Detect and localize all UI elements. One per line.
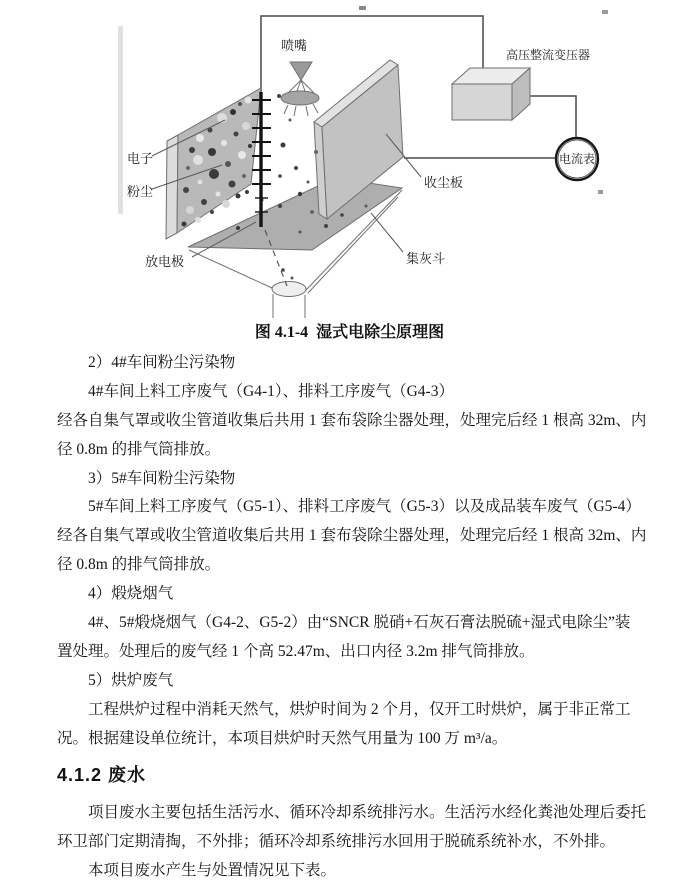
text-line: 径 0.8m 的排气筒排放。 — [57, 556, 221, 574]
collecting-plate-label: 收尘板 — [424, 175, 464, 190]
hv-transformer — [452, 68, 530, 120]
text-line: 工程烘炉过程中消耗天然气，烘炉时间为 2 个月，仅开工时烘炉，属于非正常工 — [88, 700, 631, 718]
text-line: 况。根据建设单位统计，本项目烘炉时天然气用量为 100 万 m³/a。 — [57, 729, 508, 747]
text-line: 5）烘炉废气 — [88, 671, 174, 689]
text-line: 项目废水主要包括生活污水、循环冷却系统排污水。生活污水经化粪池处理后委托 — [88, 804, 647, 822]
ammeter-label: 电流表 — [558, 152, 596, 166]
text-line: 4#车间上料工序废气（G4-1）、排料工序废气（G4-3） — [88, 382, 454, 400]
ash-hopper-label: 集灰斗 — [406, 251, 446, 266]
text-line: 径 0.8m 的排气筒排放。 — [57, 440, 221, 458]
text-line: 环卫部门定期清掏，不外排；循环冷却系统排污水回用于脱硫系统补水，不外排。 — [57, 833, 616, 851]
ammeter — [556, 138, 598, 180]
transformer-label: 高压整流变压器 — [506, 48, 591, 62]
text-line: 5#车间上料工序废气（G5-1）、排料工序废气（G5-3）以及成品装车废气（G5-4） — [88, 498, 641, 516]
text-line: 经各自集气罩或收尘管道收集后共用 1 套布袋除尘器处理，处理完后经 1 根高 32m、内 — [57, 411, 647, 429]
charged-dust — [277, 94, 318, 184]
text-line: 置处理。处理后的废气经 1 个高 52.47m、出口内径 3.2m 排气筒排放。 — [57, 642, 535, 660]
text-line: 4）煅烧烟气 — [88, 585, 174, 603]
left-plate — [166, 88, 261, 239]
text-line: 2）4#车间粉尘污染物 — [88, 354, 236, 371]
nozzle-label: 喷嘴 — [281, 38, 308, 53]
discharge-electrode-label: 放电极 — [145, 254, 185, 269]
section-heading-wastewater: 4.1.2 废水 — [57, 765, 147, 786]
electron-label: 电子 — [127, 151, 154, 166]
spray-nozzle — [281, 62, 319, 116]
text-line: 经各自集气罩或收尘管道收集后共用 1 套布袋除尘器处理，处理完后经 1 根高 32m、内 — [57, 527, 647, 545]
document-body — [57, 349, 649, 886]
dust-label: 粉尘 — [127, 184, 154, 199]
text-line: 本项目废水产生与处置情况见下表。 — [88, 862, 337, 880]
text-line: 4#、5#煅烧烟气（G4-2、G5-2）由“SNCR 脱硝+石灰石膏法脱硫+湿式电除尘”装 — [88, 614, 631, 632]
figure-caption: 图 4.1-4 湿式电除尘原理图 — [254, 324, 445, 341]
wet-esp-diagram — [0, 0, 699, 318]
text-line: 3）5#车间粉尘污染物 — [88, 469, 236, 487]
